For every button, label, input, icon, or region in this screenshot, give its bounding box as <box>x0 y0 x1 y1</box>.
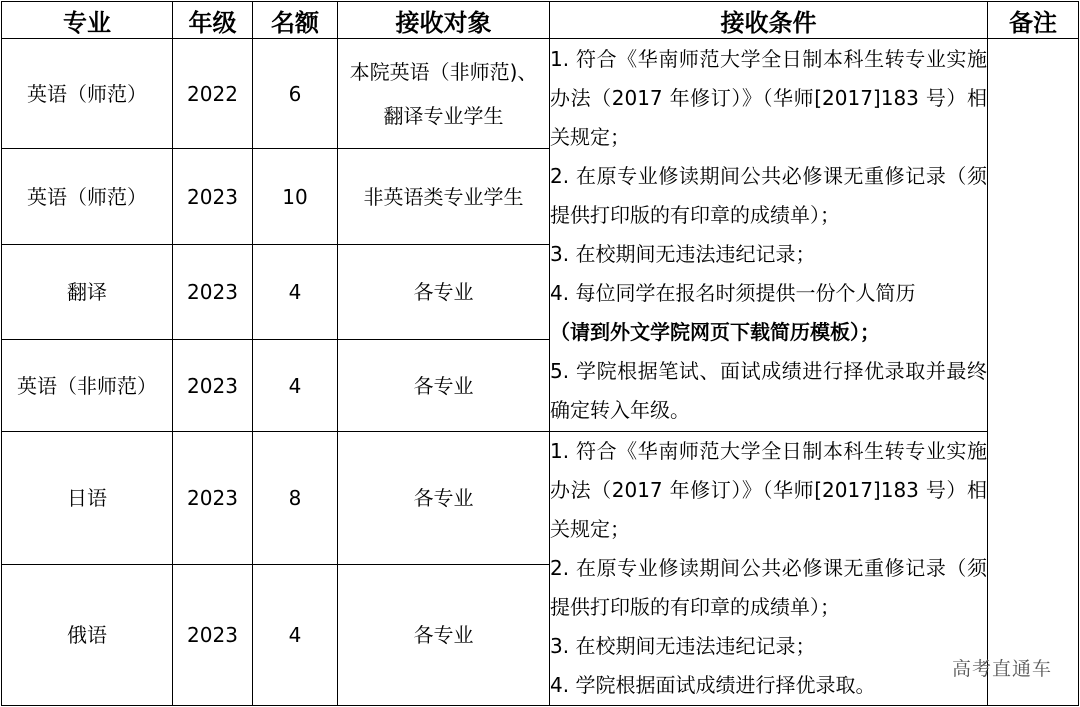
condition-2: 2. 在原专业修读期间公共必修课无重修记录（须提供打印版的有印章的成绩单）； <box>550 164 987 227</box>
header-major: 专业 <box>2 2 173 39</box>
target-cell: 各专业 <box>338 340 550 432</box>
grade-cell: 2023 <box>173 564 253 705</box>
major-cell: 日语 <box>2 432 173 565</box>
header-row <box>2 2 1079 39</box>
conditions-cell-group1 <box>550 39 988 432</box>
grade-cell: 2022 <box>173 39 253 149</box>
remarks-cell <box>988 39 1079 706</box>
watermark: 高考直通车 <box>951 658 1052 680</box>
header-grade: 年级 <box>173 2 253 39</box>
target-cell: 各专业 <box>338 564 550 705</box>
condition-3: 3. 在校期间无违法违纪记录； <box>550 242 816 266</box>
header-conditions: 接收条件 <box>550 2 988 39</box>
conditions-cell-group2 <box>550 432 988 706</box>
condition-4: 4. 每位同学在报名时须提供一份个人简历 <box>550 281 916 305</box>
grade-cell: 2023 <box>173 340 253 432</box>
quota-cell: 6 <box>253 39 338 149</box>
grade-cell: 2023 <box>173 149 253 245</box>
quota-cell: 10 <box>253 149 338 245</box>
quota-cell: 4 <box>253 564 338 705</box>
target-text: 本院英语（非师范)、翻译专业学生 <box>349 59 538 128</box>
major-cell: 翻译 <box>2 245 173 340</box>
major-cell: 俄语 <box>2 564 173 705</box>
major-cell: 英语（师范） <box>2 39 173 149</box>
target-cell <box>338 39 550 149</box>
condition-1: 1. 符合《华南师范大学全日制本科生转专业实施办法（2017 年修订）》（华师[2017]183 号）相关规定； <box>550 47 987 149</box>
table-row <box>2 39 1079 149</box>
quota-cell: 4 <box>253 340 338 432</box>
grade-cell: 2023 <box>173 432 253 565</box>
table-row <box>2 432 1079 565</box>
condition-4: 4. 学院根据面试成绩进行择优录取。 <box>550 673 876 697</box>
condition-3: 3. 在校期间无违法违纪记录； <box>550 634 816 658</box>
target-cell: 各专业 <box>338 245 550 340</box>
quota-cell: 8 <box>253 432 338 565</box>
header-quota: 名额 <box>253 2 338 39</box>
transfer-table <box>1 1 1079 706</box>
condition-1: 1. 符合《华南师范大学全日制本科生转专业实施办法（2017 年修订）》（华师[2017]183 号）相关规定； <box>550 439 987 541</box>
header-target: 接收对象 <box>338 2 550 39</box>
condition-4-note: （请到外文学院网页下载简历模板）； <box>550 320 880 344</box>
target-cell: 各专业 <box>338 432 550 565</box>
target-cell: 非英语类专业学生 <box>338 149 550 245</box>
header-remarks: 备注 <box>988 2 1079 39</box>
quota-cell: 4 <box>253 245 338 340</box>
condition-2: 2. 在原专业修读期间公共必修课无重修记录（须提供打印版的有印章的成绩单）； <box>550 556 987 619</box>
condition-5: 5. 学院根据笔试、面试成绩进行择优录取并最终确定转入年级。 <box>550 359 987 422</box>
grade-cell: 2023 <box>173 245 253 340</box>
major-cell: 英语（非师范） <box>2 340 173 432</box>
major-cell: 英语（师范） <box>2 149 173 245</box>
